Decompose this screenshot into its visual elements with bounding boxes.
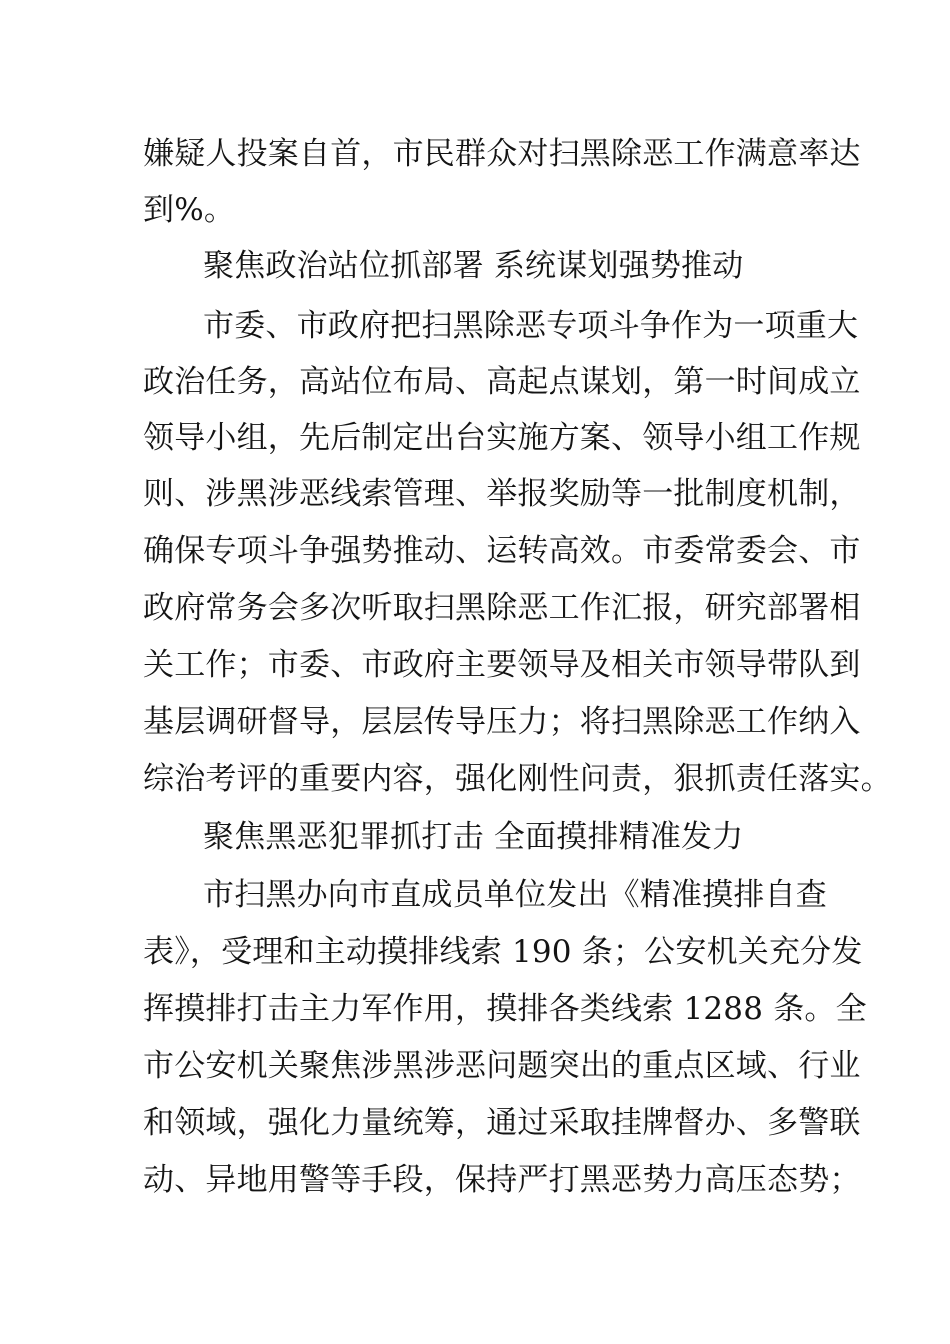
paragraph-line: 嫌疑人投案自首，市民群众对扫黑除恶工作满意率达 xyxy=(143,136,861,172)
paragraph-line: 政治任务，高站位布局、高起点谋划，第一时间成立 xyxy=(143,364,861,400)
paragraph-line: 基层调研督导，层层传导压力；将扫黑除恶工作纳入 xyxy=(143,704,861,740)
paragraph-line: 则、涉黑涉恶线索管理、举报奖励等一批制度机制， xyxy=(143,476,861,512)
paragraph-line: 和领域，强化力量统筹，通过采取挂牌督办、多警联 xyxy=(143,1105,861,1141)
section-heading-crime-crackdown: 聚焦黑恶犯罪抓打击 全面摸排精准发力 xyxy=(203,819,744,855)
section-heading-political-position: 聚焦政治站位抓部署 系统谋划强势推动 xyxy=(203,248,744,284)
paragraph-line: 市扫黑办向市直成员单位发出《精准摸排自查 xyxy=(203,877,827,913)
paragraph-line: 关工作；市委、市政府主要领导及相关市领导带队到 xyxy=(143,647,861,683)
paragraph-line: 综治考评的重要内容，强化刚性问责，狠抓责任落实。 xyxy=(143,761,892,797)
paragraph-line: 挥摸排打击主力军作用，摸排各类线索 1288 条。全 xyxy=(143,991,867,1027)
paragraph-line: 政府常务会多次听取扫黑除恶工作汇报，研究部署相 xyxy=(143,590,861,626)
paragraph-line: 表》，受理和主动摸排线索 190 条；公安机关充分发 xyxy=(143,934,863,970)
paragraph-line: 市委、市政府把扫黑除恶专项斗争作为一项重大 xyxy=(203,308,859,344)
paragraph-line: 到%。 xyxy=(143,192,236,228)
paragraph-line: 动、异地用警等手段，保持严打黑恶势力高压态势； xyxy=(143,1162,861,1198)
paragraph-line: 领导小组，先后制定出台实施方案、领导小组工作规 xyxy=(143,420,861,456)
paragraph-line: 市公安机关聚焦涉黑涉恶问题突出的重点区域、行业 xyxy=(143,1048,861,1084)
paragraph-line: 确保专项斗争强势推动、运转高效。市委常委会、市 xyxy=(143,533,861,569)
